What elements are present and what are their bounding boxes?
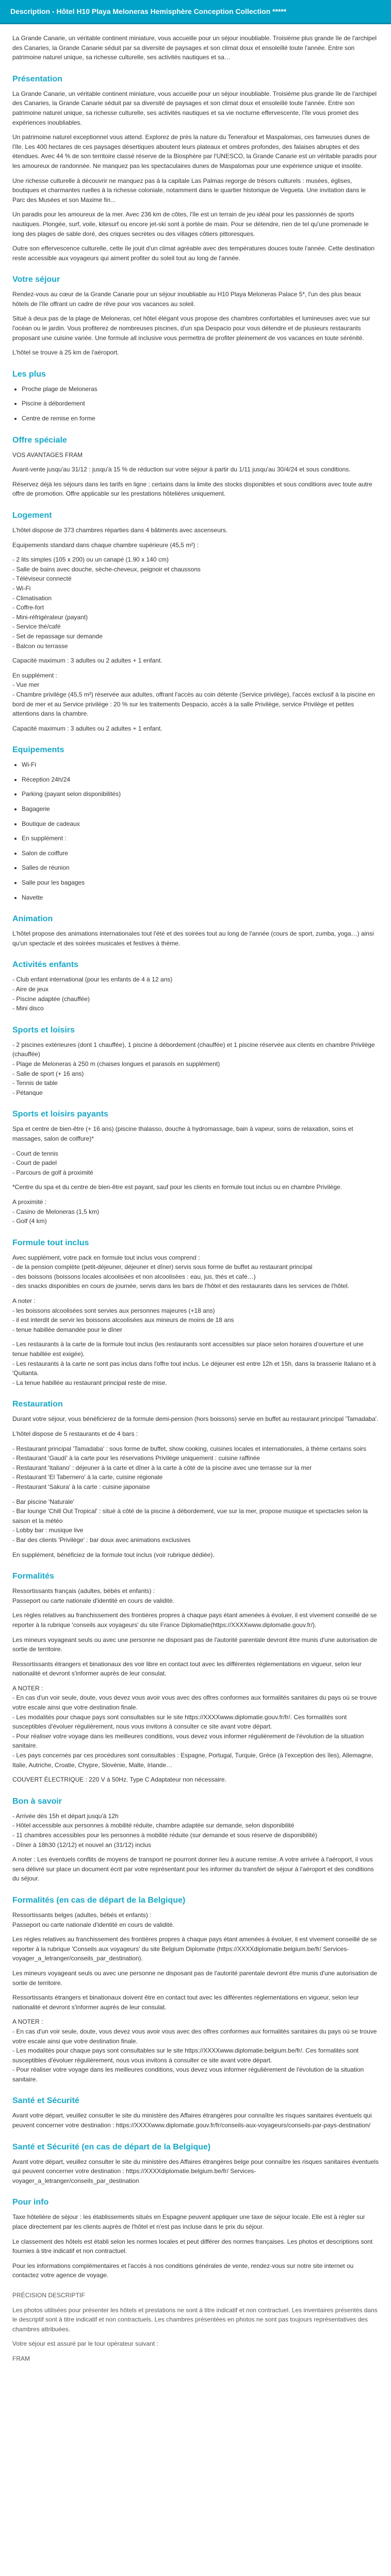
- section-4: [12, 511, 379, 733]
- sections-container: [12, 75, 379, 2280]
- list-item: • Salon de coiffure: [22, 849, 379, 858]
- footer-operator-label: Votre séjour est assuré par le tour opérateur suivant :: [12, 2340, 158, 2348]
- section-paragraph: La Grande Canarie, un véritable continent miniature, vous accueille pour un séjour inoubliable. Troisième plus grande île de l'archipel des Canaries, la Grande Canarie séduit par sa diversité de paysages et son climat doux et ensoleillé toute l'année. Entre son patrimoine naturel unique, sa richesse culturelle, ses activités nautiques et sa vie nocturne effervescente, l'île vous promet des expériences inoubliables.: [12, 90, 377, 126]
- section-title: Logement: [12, 511, 52, 520]
- section-paragraph: Le classement des hôtels est établi selon les normes locales et peut différer des normes françaises. Les photos et descriptions sont fournies à titre indicatif et non contractuel.: [12, 2238, 373, 2255]
- section-paragraph: A proximité : - Casino de Meloneras (1,5 km) - Golf (4 km): [12, 1198, 100, 1225]
- section-paragraph: Avant votre départ, veuillez consulter le site du ministère des Affaires étrangères pour connaître les risques sanitaires éventuels qui peuvent concerner votre destination : https://XXXXwww.diplomatie.gouv.fr/fr/conseils-aux-voyageurs/conseils-par-pays-destination/: [12, 2112, 372, 2129]
- section-paragraph: Les règles relatives au franchissement des frontières propres à chaque pays étant amenées à évoluer, il est vivement conseillé de se reporter à la rubrique 'Conseils aux voyageurs' du site Belgium Diplomatie (https://XXXXdiplomatie.belgium.be/fr/ Services-voyager_a_letranger/conseils_par_destination).: [12, 1936, 377, 1962]
- section-title: Animation: [12, 914, 53, 924]
- section-11: [12, 1400, 379, 1560]
- section-paragraph: L'hôtel dispose de 373 chambres réparties dans 4 bâtiments avec ascenseurs.: [12, 527, 228, 534]
- section-title: Les plus: [12, 369, 46, 379]
- footer-note: [12, 2291, 379, 2364]
- section-paragraph: Taxe hôtelière de séjour : les établissements situés en Espagne peuvent appliquer une taxe de séjour locale. Elle est à régler sur place directement par les clients auprès de l'hôtel et n'est pas incluse dans le prix du séjour.: [12, 2213, 365, 2231]
- section-paragraph: Réservez déjà les séjours dans les tarifs en ligne ; certains dans la limite des stocks disponibles et sous conditions avec toute autre offre de promotion. Offre applicable sur les prestations hôtelières uniquement.: [12, 480, 372, 498]
- section-paragraph: Avec supplément, votre pack en formule tout inclus vous comprend : - de la pension complète (petit-déjeuner, déjeuner et dîner) servis sous forme de buffet au restaurant principal - des boissons (boissons locales alcoolisées et non alcoolisées : eau, jus, thés et café…) - des snacks disponibles en cours de journée, servis dans les bars de l'hôtel et des restaurants dans les services de l'hôtel.: [12, 1253, 349, 1290]
- section-6: [12, 914, 379, 948]
- section-5: [12, 745, 379, 902]
- section-2: [12, 370, 379, 423]
- section-1: [12, 275, 379, 358]
- section-paragraph: A noter : Les éventuels conflits de moyens de transport ne pourront donner lieu à aucune remise. A votre arrivée à l'aéroport, il vous sera délivré sur place un document écrit par votre représentant pour les informer du transfert de séjour à l'aéroport et des conditions du séjour.: [12, 1856, 374, 1883]
- section-8: [12, 1026, 379, 1098]
- section-title: Activités enfants: [12, 960, 79, 970]
- section-paragraph: - Les restaurants à la carte de la formule tout inclus (les restaurants sont accessibles sur place selon horaires d'ouverture et une tenue habillée est exigée). - Les restaurants à la carte ne sont pas inclus dans l'offre tout inclus. Le déjeuner est entre 12h et 15h, dans la brasserie Italiano et à 'Quitanta. - La tenue habillée au restaurant principal reste de mise.: [12, 1341, 376, 1386]
- section-paragraph: Situé à deux pas de la plage de Meloneras, cet hôtel élégant vous propose des chambres confortables et lumineuses avec vue sur l'océan ou le jardin. Vous profiterez de nombreuses piscines, d'un spa Despacio pour vous détendre et de plusieurs restaurants proposant une cuisine variée. Une formule all inclusive vous permettra de profiter pleinement de vos vacances en toute sérénité.: [12, 315, 370, 342]
- list-item: • Piscine à débordement: [22, 399, 379, 409]
- section-paragraph: Outre son effervescence culturelle, cette île jouit d'un climat agréable avec des températures douces toute l'année. Cette destination reste accessible aux voyageurs qui aiment profiter du soleil tout au long de l'année.: [12, 245, 375, 262]
- list-item: • Navette: [22, 893, 379, 903]
- footer-operator: FRAM: [12, 2354, 30, 2362]
- section-title: Pour info: [12, 2198, 49, 2207]
- section-paragraph: Les règles relatives au franchissement des frontières propres à chaque pays étant amenées à évoluer, il est vivement conseillé de se reporter à la rubrique 'conseils aux voyageurs' du site France Diplomatie(https://XXXXwww.diplomatie.gouv.fr/).: [12, 1612, 377, 1629]
- section-title: Formule tout inclus: [12, 1238, 89, 1247]
- section-15: [12, 2096, 379, 2130]
- section-paragraph: L'hôtel propose des animations internationales tout l'été et des soirées tout au long de l'année (cours de sport, zumba, yoga…) ainsi qu'un spectacle et des soirées musicales et festives à thème.: [12, 930, 374, 947]
- list-item: • Boutique de cadeaux: [22, 819, 379, 829]
- section-7: [12, 960, 379, 1013]
- section-paragraph: Un patrimoine naturel exceptionnel vous attend. Explorez de près la nature du Tenerafour et Maspalomas, ces fameuses dunes de l'île. Les 400 hectares de ces paysages désertiques aboutent leurs plateaux et ombres profondes, des falaises abruptes et des étendues. Avec 44 % de son territoire classé réserve de la Biosphère par l'UNESCO, la Grande Canarie est un véritable paradis pour les amoureux de randonnée. Ne manquez pas les spectaculaires dunes de Maspalomas pour une expérience unique et insolite.: [12, 133, 377, 170]
- footer-title: PRÉCISION DESCRIPTIF: [12, 2292, 85, 2299]
- section-list: [12, 384, 379, 423]
- list-item: • En supplément :: [22, 834, 379, 843]
- section-title: Formalités: [12, 1572, 54, 1581]
- section-paragraph: Ressortissants français (adultes, bébés et enfants) : Passeport ou carte nationale d'identité en cours de validité.: [12, 1587, 174, 1604]
- section-paragraph: Ressortissants étrangers et binationaux des voir libre en contact tout avec les différentes réglementations en vigueur, selon leur nationalité et devront s'informer auprès de leur consulat.: [12, 1660, 362, 1677]
- section-paragraph: L'hôtel se trouve à 25 km de l'aéroport.: [12, 349, 119, 357]
- section-13: [12, 1797, 379, 1884]
- section-title: Votre séjour: [12, 275, 60, 284]
- section-9: [12, 1110, 379, 1226]
- section-16: [12, 2143, 379, 2186]
- section-paragraph: Une richesse culturelle à découvrir ne manquez pas à la capitale Las Palmas regorge de trésors culturels : musées, églises, boutiques et charmantes ruelles à la richesse coloniale, notamment dans le quartier historique de Vegueta. Une invitation dans le Parc des Musées et son Maxime fin...: [12, 177, 366, 204]
- list-item: • Centre de remise en forme: [22, 414, 379, 423]
- section-paragraph: Un paradis pour les amoureux de la mer. Avec 236 km de côtes, l'île est un terrain de jeu idéal pour les passionnés de sports nautiques. Plongée, surf, voile, kitesurf ou encore jet-ski sont à portée de main. Pour se détendre, rien de tel qu'une promenade le long des plages de sable doré, des criques secrètes ou des villages côtiers pittoresques.: [12, 211, 369, 238]
- section-paragraph: Durant votre séjour, vous bénéficierez de la formule demi-pension (hors boissons) servie en buffet au restaurant principal 'Tamadaba'.: [12, 1415, 379, 1423]
- section-paragraph: Ressortissants belges (adultes, bébés et enfants) : Passeport ou carte nationale d'identité en cours de validité.: [12, 1911, 174, 1928]
- section-paragraph: COUVERT ÉLECTRIQUE : 220 V à 50Hz. Type C Adaptateur non nécessaire.: [12, 1776, 226, 1784]
- section-paragraph: Capacité maximum : 3 adultes ou 2 adultes + 1 enfant.: [12, 657, 162, 665]
- section-paragraph: A noter : - les boissons alcoolisées sont servies aux personnes majeures (+18 ans) - il est interdit de servir les boissons alcoolisées aux mineurs de moins de 18 ans - tenue habillée demandée pour le dîner: [12, 1297, 234, 1333]
- section-paragraph: - Restaurant principal 'Tamadaba' : sous forme de buffet, show cooking, cuisines locales et internationales, à thème certains soirs - Restaurant 'Gaudí' à la carte pour les réservations Privilège uniquement : cuisine raffinée - Restaurant 'Italiano' : déjeuner à la carte et dîner à la carte à côté de la piscine avec une terrasse sur la mer - Restaurant 'El Tabernero' à la carte, cuisine régionale - Restaurant 'Sakura' à la carte : cuisine japonaise: [12, 1445, 367, 1490]
- section-paragraph: Les mineurs voyageant seuls ou avec une personne ne disposant pas de l'autorité parentale devront être munis d'une autorisation de sortie de territoire.: [12, 1636, 378, 1653]
- section-title: Equipements: [12, 745, 64, 755]
- section-title: Formalités (en cas de départ de la Belgique): [12, 1895, 186, 1905]
- page-header: [0, 0, 391, 24]
- main-content: [0, 24, 391, 2378]
- section-title: Sports et loisirs payants: [12, 1110, 108, 1119]
- section-14: [12, 1896, 379, 2084]
- list-item: • Parking (payant selon disponibilités): [22, 789, 379, 799]
- section-paragraph: - Court de tennis - Court de padel - Parcours de golf à proximité: [12, 1149, 93, 1176]
- section-paragraph: Capacité maximum : 3 adultes ou 2 adultes + 1 enfant.: [12, 724, 162, 732]
- footer-text: Les photos utilisées pour présenter les hôtels et prestations ne sont à titre indicatif et non contractuel. Les inventaires présentés dans le descriptif sont à titre indicatif et non contractuels. Les chambres présentées en photos ne sont pas toujours représentatives des chambres attribuées.: [12, 2306, 378, 2333]
- list-item: • Bagagerie: [22, 804, 379, 814]
- section-title: Santé et Sécurité: [12, 2096, 79, 2106]
- section-paragraph: - Club enfant international (pour les enfants de 4 à 12 ans) - Aire de jeux - Piscine adaptée (chauffée) - Mini disco: [12, 976, 173, 1012]
- section-10: [12, 1239, 379, 1388]
- section-3: [12, 436, 379, 499]
- section-paragraph: En supplément, bénéficiez de la formule tout inclus (voir rubrique dédiée).: [12, 1551, 215, 1558]
- section-paragraph: Spa et centre de bien-être (+ 16 ans) (piscine thalasso, douche à hydromassage, bain à vapeur, soins de relaxation, soins et massages, salon de coiffure)*: [12, 1125, 353, 1142]
- section-title: Présentation: [12, 74, 62, 83]
- list-item: • Wi-Fi: [22, 760, 379, 770]
- intro-text: La Grande Canarie, un véritable continent miniature, vous accueille pour un séjour inoubliable. Troisième plus grande île de l'archipel des Canaries, la Grande Canarie séduit par sa diversité de paysages et son climat doux et ensoleillé toute l'année. Entre son patrimoine naturel unique, sa richesse culturelle, ses activités nautiques et sa…: [12, 35, 377, 61]
- section-0: [12, 75, 379, 263]
- section-paragraph: Avant votre départ, veuillez consulter le site du ministère des Affaires étrangères belge pour connaître les risques sanitaires éventuels qui peuvent concerner votre destination : https://XXXXdiplomatie.belgium.be/fr/ Services-voyager_a_letranger/conseils_par_destination: [12, 2158, 379, 2184]
- section-paragraph: L'hôtel dispose de 5 restaurants et de 4 bars :: [12, 1430, 138, 1437]
- section-paragraph: Avant-vente jusqu'au 31/12 : jusqu'à 15 % de réduction sur votre séjour à partir du 1/11 jusqu'au 30/4/24 et sous conditions.: [12, 466, 351, 473]
- section-paragraph: Ressortissants étrangers et binationaux doivent être en contact tout avec les différentes réglementations en vigueur, selon leur nationalité et devront s'informer auprès de leur consulat.: [12, 1994, 359, 2011]
- section-list: [12, 760, 379, 902]
- section-paragraph: Les mineurs voyageant seuls ou avec une personne ne disposant pas de l'autorité parentale devront être munis d'une autorisation de sortie de territoire.: [12, 1969, 378, 1987]
- section-title: Bon à savoir: [12, 1797, 62, 1806]
- section-paragraph: Pour les informations complémentaires et l'accès à nos conditions générales de vente, rendez-vous sur notre site internet ou contactez votre agence de voyage.: [12, 2262, 354, 2279]
- section-paragraph: *Centre du spa et du centre de bien-être est payant, sauf pour les clients en formule tout inclus ou en chambre Privilège.: [12, 1183, 343, 1191]
- section-title: Restauration: [12, 1400, 63, 1409]
- section-paragraph: Equipements standard dans chaque chambre supérieure (45,5 m²) :: [12, 541, 199, 549]
- list-item: • Salle pour les bagages: [22, 878, 379, 888]
- section-paragraph: - Arrivée dès 15h et départ jusqu'à 12h - Hôtel accessible aux personnes à mobilité réduite, chambre adaptée sur demande, selon disponibilité - 11 chambres accessibles pour les personnes à mobilité réduite (sur demande et sous réserve de disponibilité) - Dîner à 18h30 (12/12) et nouvel an (31/12) inclus: [12, 1812, 317, 1849]
- list-item: • Réception 24h/24: [22, 775, 379, 785]
- list-item: • Proche plage de Meloneras: [22, 384, 379, 394]
- section-paragraph: A NOTER : - En cas d'un voir seule, doute, vous devez vous avoir vous avec des offres conformes aux formalités sanitaires du pays où se trouve votre escale ainsi que votre destination finale. - Les modalités pour chaque pays sont consultables sur le site https://XXXXwww.diplomatie.gouv.fr/fr/. Ces formalités sont susceptibles d'évoluer régulièrement, nous vous invitons à consulter ce site avant votre départ. - Pour réaliser votre voyage dans les meilleures conditions, vous devez vous informer régulièrement de l'évolution de la situation sanitaire. - Les pays concernés par ces procédures sont consultables : Espagne, Portugal, Turquie, Grèce (à l'exception des îles), Allemagne, Italie, Autriche, Croatie, Chypre, Slovénie, Malte, Irlande…: [12, 1684, 377, 1769]
- section-17: [12, 2198, 379, 2280]
- page-title: Description - Hôtel H10 Playa Meloneras Hemisphère Conception Collection *****: [10, 7, 287, 15]
- section-paragraph: - 2 lits simples (105 x 200) ou un canapé (1.90 x 140 cm) - Salle de bains avec douche, sèche-cheveux, peignoir et chaussons - Téléviseur connecté - Wi-Fi - Climatisation - Coffre-fort - Mini-réfrigérateur (payant) - Service thé/café - Set de repassage sur demande - Balcon ou terrasse: [12, 556, 201, 650]
- section-12: [12, 1572, 379, 1785]
- section-paragraph: - 2 piscines extérieures (dont 1 chauffée), 1 piscine à débordement (chauffée) et 1 piscine réservée aux clients en chambre Privilège (chauffée) - Plage de Meloneras à 250 m (chaises longues et parasols en supplément) - Salle de sport (+ 16 ans) - Tennis de table - Pétanque: [12, 1041, 375, 1096]
- section-title: Santé et Sécurité (en cas de départ de la Belgique): [12, 2142, 211, 2151]
- list-item: • Salles de réunion: [22, 863, 379, 873]
- section-paragraph: A NOTER : - En cas d'un voir seule, doute, vous devez vous avoir vous avec des offres conformes aux formalités sanitaires du pays où se trouve votre escale ainsi que votre destination finale. - Les modalités pour chaque pays sont consultables sur le site https://XXXXwww.diplomatie.belgium.be/fr/. Ces formalités sont susceptibles d'évoluer régulièrement, nous vous invitons à consulter ce site avant votre départ. - Pour réaliser votre voyage dans les meilleures conditions, vous devez vous informer régulièrement de l'évolution de la situation sanitaire.: [12, 2018, 377, 2083]
- section-paragraph: VOS AVANTAGES FRAM: [12, 451, 83, 459]
- section-paragraph: Rendez-vous au cœur de la Grande Canarie pour un séjour inoubliable au H10 Playa Meloneras Palace 5*, l'un des plus beaux hôtels de l'île offrant un cadre de rêve pour vos vacances au soleil.: [12, 291, 362, 308]
- section-paragraph: En supplément : - Vue mer - Chambre privilège (45,5 m²) réservée aux adultes, offrant l'accès au coin détente (Service privilège), l'accès exclusif à la piscine en bord de mer et au Service privilège : 20 % sur les traitements Despacio, accès à la salle Privilège, service Privilège et petites attentions dans la chambre.: [12, 671, 375, 718]
- section-title: Offre spéciale: [12, 435, 67, 445]
- section-title: Sports et loisirs: [12, 1025, 75, 1035]
- section-paragraph: - Bar piscine 'Naturale' - Bar lounge 'Chill Out Tropical' : situé à côté de la piscine à débordement, vue sur la mer, propose musique et spectacles selon la saison et la météo - Lobby bar : musique live - Bar des clients 'Privilège' : bar doux avec animations exclusives: [12, 1498, 368, 1544]
